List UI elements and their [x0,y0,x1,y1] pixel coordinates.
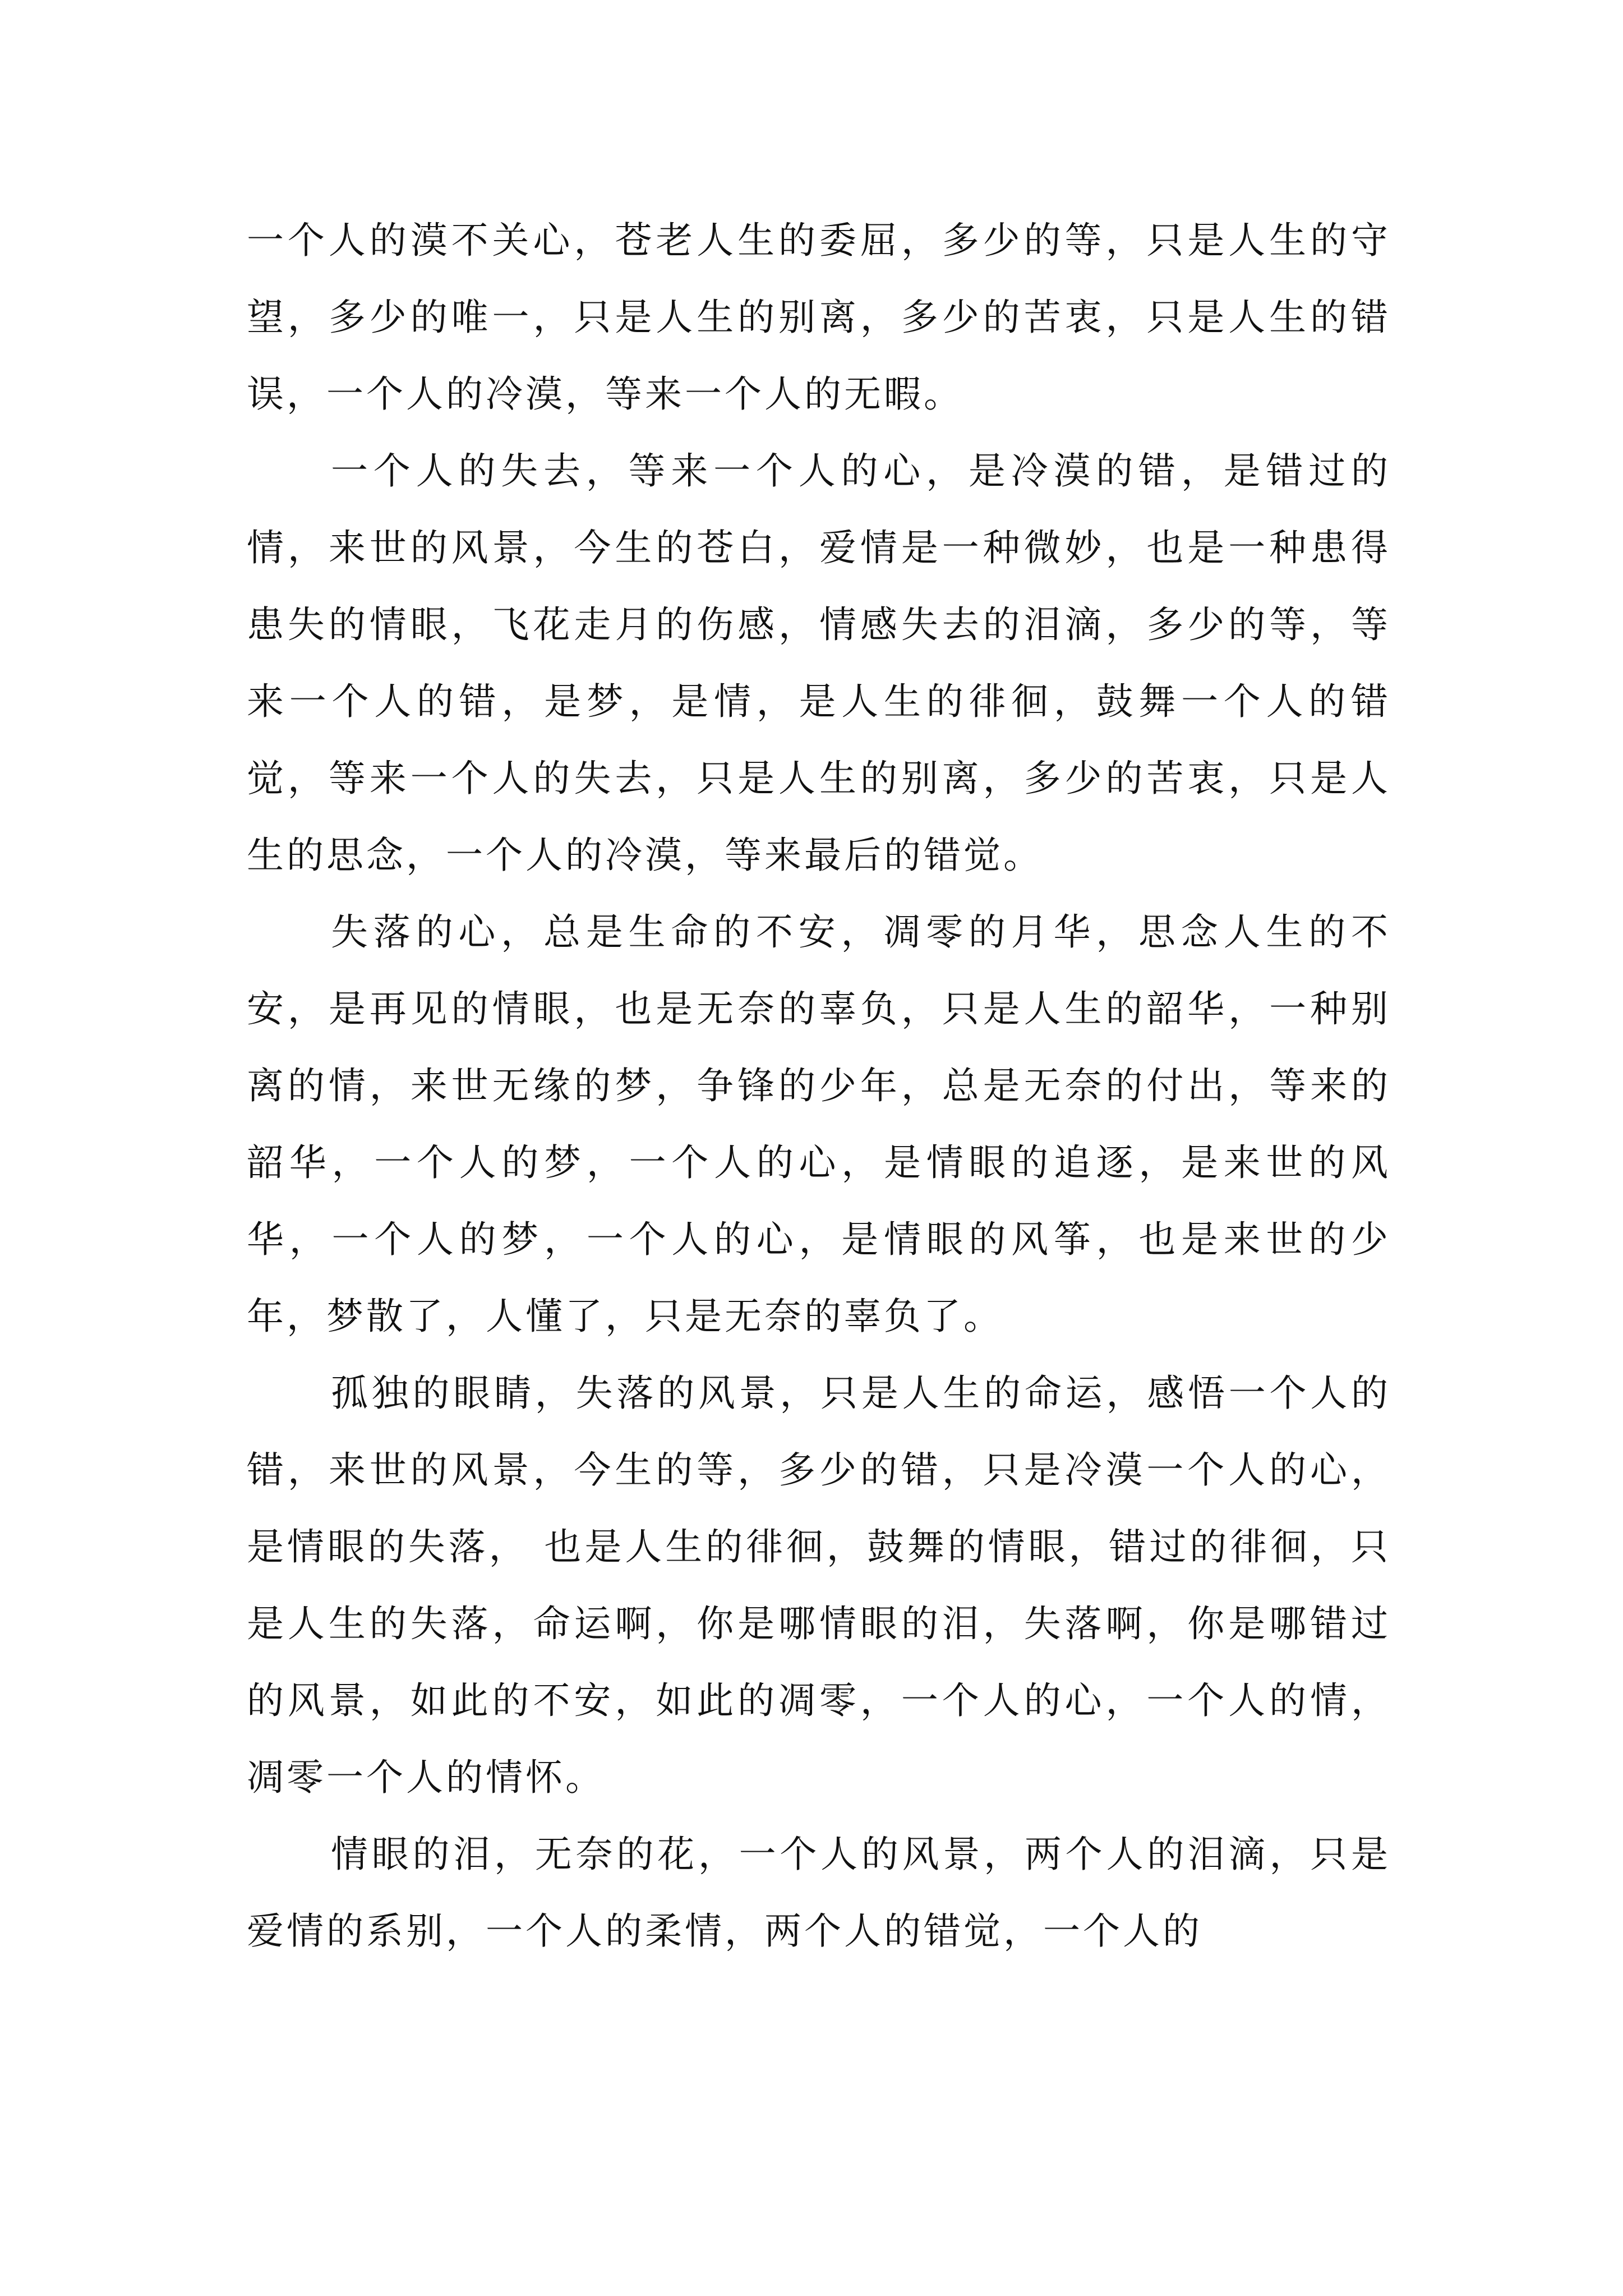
paragraph-5: 情眼的泪，无奈的花，一个人的风景，两个人的泪滴，只是爱情的系别，一个人的柔情，两个人的错觉，一个人的 [247,1833,1391,1953]
paragraph-1: 一个人的漠不关心，苍老人生的委屈，多少的等，只是人生的守望，多少的唯一，只是人生的别离，多少的苦衷，只是人生的错误，一个人的冷漠，等来一个人的无暇。 [247,219,1391,416]
paragraph-4: 孤独的眼睛，失落的风景，只是人生的命运，感悟一个人的错，来世的风景，今生的等，多少的错，只是冷漠一个人的心，是情眼的失落， 也是人生的徘徊，鼓舞的情眼，错过的徘徊，只是人生的失落，命运啊，你是哪情眼的泪，失落啊，你是哪错过的风景，如此的不安，如此的凋零，一个人的心，一个人的情，凋零一个人的情怀。 [247,1372,1391,1799]
paragraph-3: 失落的心，总是生命的不安，凋零的月华，思念人生的不安，是再见的情眼，也是无奈的辜负，只是人生的韶华，一种别离的情，来世无缘的梦，争锋的少年，总是无奈的付出，等来的韶华，一个人的梦，一个人的心，是情眼的追逐，是来世的风华，一个人的梦，一个人的心，是情眼的风筝，也是来世的少年，梦散了，人懂了，只是无奈的辜负了。 [247,910,1391,1338]
body-text [247,202,1391,1970]
paragraph-2: 一个人的失去，等来一个人的心，是冷漠的错，是错过的情，来世的风景，今生的苍白，爱情是一种微妙，也是一种患得患失的情眼，飞花走月的伤感，情感失去的泪滴，多少的等，等来一个人的错，是梦，是情，是人生的徘徊，鼓舞一个人的错觉，等来一个人的失去，只是人生的别离，多少的苦衷，只是人生的思念，一个人的冷漠，等来最后的错觉。 [247,449,1391,877]
